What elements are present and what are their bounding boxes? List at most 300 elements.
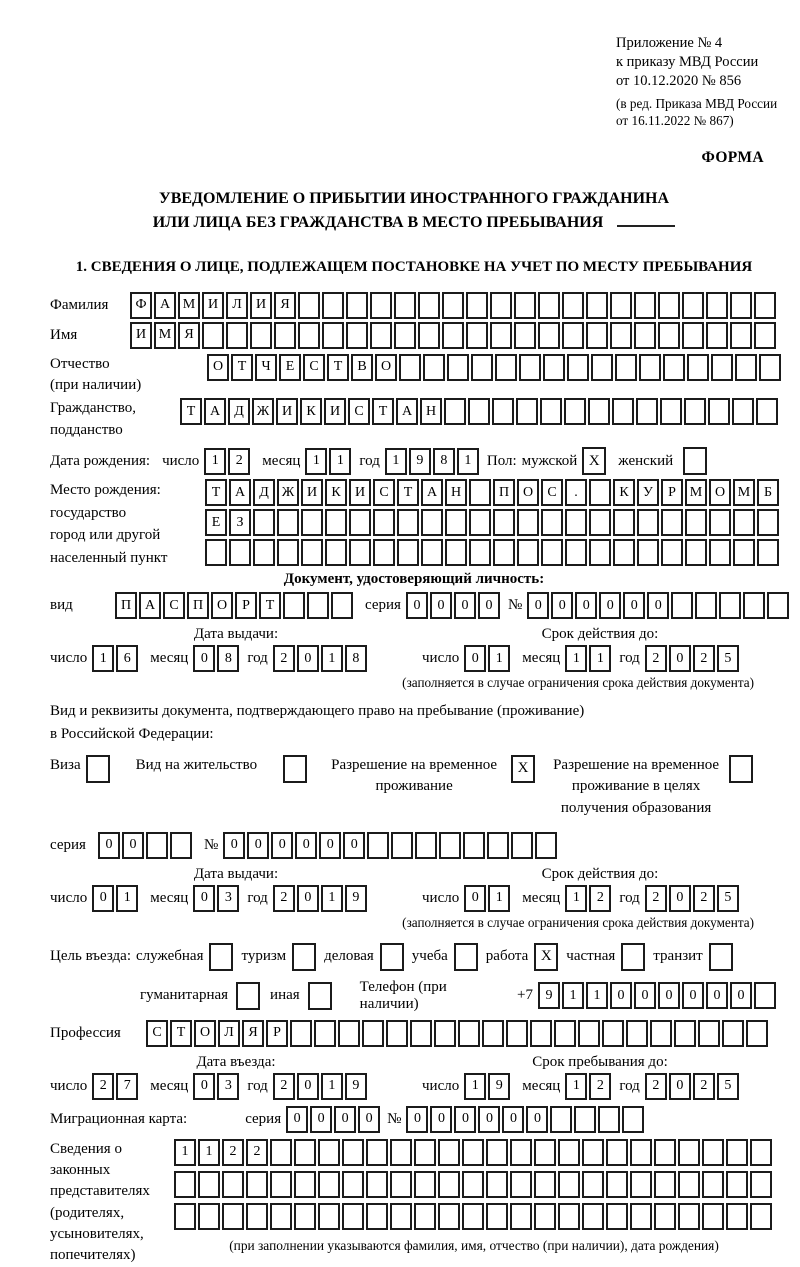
visa-checkbox[interactable] — [86, 755, 110, 783]
char-box[interactable] — [466, 292, 488, 319]
char-box[interactable] — [733, 539, 755, 566]
char-box[interactable] — [682, 292, 704, 319]
char-box[interactable] — [767, 592, 789, 619]
char-box[interactable]: Д — [228, 398, 250, 425]
char-box[interactable]: 8 — [433, 448, 455, 475]
char-box[interactable] — [663, 354, 685, 381]
char-box[interactable]: М — [685, 479, 707, 506]
char-box[interactable]: Р — [661, 479, 683, 506]
char-box[interactable]: 1 — [305, 448, 327, 475]
char-box[interactable] — [562, 292, 584, 319]
char-box[interactable] — [301, 539, 323, 566]
char-box[interactable] — [541, 509, 563, 536]
char-box[interactable]: Н — [420, 398, 442, 425]
char-box[interactable] — [540, 398, 562, 425]
char-box[interactable] — [394, 322, 416, 349]
char-box[interactable]: 1 — [457, 448, 479, 475]
char-box[interactable]: 0 — [295, 832, 317, 859]
char-box[interactable]: А — [229, 479, 251, 506]
char-box[interactable]: 0 — [454, 592, 476, 619]
char-box[interactable] — [202, 322, 224, 349]
char-box[interactable]: 0 — [92, 885, 114, 912]
char-box[interactable] — [490, 322, 512, 349]
char-box[interactable]: С — [146, 1020, 168, 1047]
char-box[interactable] — [709, 539, 731, 566]
char-box[interactable] — [682, 322, 704, 349]
char-box[interactable]: 1 — [174, 1139, 196, 1166]
char-box[interactable] — [445, 539, 467, 566]
char-box[interactable]: 9 — [345, 1073, 367, 1100]
char-box[interactable]: 0 — [454, 1106, 476, 1133]
char-box[interactable] — [535, 832, 557, 859]
char-box[interactable]: Е — [279, 354, 301, 381]
char-box[interactable] — [613, 539, 635, 566]
purpose-work-checkbox[interactable]: X — [534, 943, 558, 971]
purpose-private-checkbox[interactable] — [621, 943, 645, 971]
char-box[interactable] — [671, 592, 693, 619]
char-box[interactable] — [706, 322, 728, 349]
purpose-business-checkbox[interactable] — [380, 943, 404, 971]
char-box[interactable] — [390, 1203, 412, 1230]
char-box[interactable] — [517, 509, 539, 536]
char-box[interactable] — [589, 509, 611, 536]
char-box[interactable] — [418, 322, 440, 349]
char-box[interactable]: 2 — [228, 448, 250, 475]
char-box[interactable]: 3 — [217, 1073, 239, 1100]
char-box[interactable] — [612, 398, 634, 425]
char-box[interactable] — [757, 509, 779, 536]
char-box[interactable] — [730, 322, 752, 349]
char-box[interactable] — [658, 292, 680, 319]
char-box[interactable] — [205, 539, 227, 566]
char-box[interactable] — [754, 982, 776, 1009]
char-box[interactable]: 2 — [92, 1073, 114, 1100]
char-box[interactable] — [226, 322, 248, 349]
char-box[interactable]: А — [396, 398, 418, 425]
char-box[interactable]: Р — [235, 592, 257, 619]
char-box[interactable] — [270, 1139, 292, 1166]
char-box[interactable]: 0 — [610, 982, 632, 1009]
char-box[interactable]: О — [211, 592, 233, 619]
char-box[interactable]: 0 — [319, 832, 341, 859]
char-box[interactable] — [589, 539, 611, 566]
char-box[interactable]: П — [115, 592, 137, 619]
char-box[interactable] — [331, 592, 353, 619]
char-box[interactable] — [318, 1203, 340, 1230]
char-box[interactable]: 0 — [358, 1106, 380, 1133]
char-box[interactable] — [495, 354, 517, 381]
char-box[interactable] — [445, 509, 467, 536]
char-box[interactable]: С — [541, 479, 563, 506]
char-box[interactable] — [564, 398, 586, 425]
purpose-official-checkbox[interactable] — [209, 943, 233, 971]
char-box[interactable]: 2 — [645, 645, 667, 672]
char-box[interactable] — [606, 1203, 628, 1230]
char-box[interactable] — [174, 1203, 196, 1230]
char-box[interactable]: 1 — [92, 645, 114, 672]
char-box[interactable] — [630, 1139, 652, 1166]
char-box[interactable] — [493, 509, 515, 536]
char-box[interactable]: 1 — [321, 885, 343, 912]
char-box[interactable] — [565, 509, 587, 536]
char-box[interactable]: 2 — [246, 1139, 268, 1166]
char-box[interactable] — [444, 398, 466, 425]
char-box[interactable] — [250, 322, 272, 349]
char-box[interactable]: А — [154, 292, 176, 319]
char-box[interactable] — [423, 354, 445, 381]
char-box[interactable]: 0 — [430, 1106, 452, 1133]
char-box[interactable] — [274, 322, 296, 349]
char-box[interactable]: 2 — [589, 1073, 611, 1100]
char-box[interactable] — [373, 539, 395, 566]
char-box[interactable] — [294, 1139, 316, 1166]
char-box[interactable] — [530, 1020, 552, 1047]
char-box[interactable] — [342, 1171, 364, 1198]
char-box[interactable]: 1 — [589, 645, 611, 672]
char-box[interactable] — [630, 1171, 652, 1198]
char-box[interactable] — [421, 509, 443, 536]
char-box[interactable] — [421, 539, 443, 566]
char-box[interactable] — [541, 539, 563, 566]
char-box[interactable]: 0 — [297, 645, 319, 672]
char-box[interactable] — [342, 1139, 364, 1166]
char-box[interactable] — [301, 509, 323, 536]
char-box[interactable] — [637, 539, 659, 566]
char-box[interactable] — [222, 1171, 244, 1198]
char-box[interactable]: 2 — [645, 1073, 667, 1100]
char-box[interactable] — [610, 322, 632, 349]
char-box[interactable] — [543, 354, 565, 381]
char-box[interactable] — [442, 292, 464, 319]
char-box[interactable]: 0 — [98, 832, 120, 859]
char-box[interactable]: И — [301, 479, 323, 506]
char-box[interactable] — [709, 509, 731, 536]
char-box[interactable]: 1 — [329, 448, 351, 475]
char-box[interactable]: 0 — [526, 1106, 548, 1133]
char-box[interactable]: Д — [253, 479, 275, 506]
char-box[interactable] — [660, 398, 682, 425]
char-box[interactable]: 0 — [122, 832, 144, 859]
char-box[interactable] — [277, 509, 299, 536]
char-box[interactable] — [750, 1203, 772, 1230]
char-box[interactable] — [674, 1020, 696, 1047]
char-box[interactable]: С — [303, 354, 325, 381]
char-box[interactable] — [598, 1106, 620, 1133]
char-box[interactable]: 0 — [478, 1106, 500, 1133]
char-box[interactable]: М — [178, 292, 200, 319]
char-box[interactable] — [565, 539, 587, 566]
char-box[interactable] — [602, 1020, 624, 1047]
char-box[interactable]: Т — [231, 354, 253, 381]
purpose-humanitarian-checkbox[interactable] — [236, 982, 260, 1010]
char-box[interactable]: 0 — [669, 1073, 691, 1100]
char-box[interactable]: О — [517, 479, 539, 506]
char-box[interactable] — [511, 832, 533, 859]
char-box[interactable]: 1 — [198, 1139, 220, 1166]
char-box[interactable]: 1 — [385, 448, 407, 475]
char-box[interactable]: 0 — [527, 592, 549, 619]
char-box[interactable] — [582, 1203, 604, 1230]
char-box[interactable] — [639, 354, 661, 381]
char-box[interactable]: 1 — [562, 982, 584, 1009]
char-box[interactable] — [490, 292, 512, 319]
char-box[interactable]: О — [207, 354, 229, 381]
char-box[interactable]: С — [348, 398, 370, 425]
char-box[interactable]: 0 — [464, 885, 486, 912]
char-box[interactable] — [283, 592, 305, 619]
char-box[interactable] — [198, 1171, 220, 1198]
char-box[interactable]: 0 — [682, 982, 704, 1009]
char-box[interactable] — [562, 322, 584, 349]
char-box[interactable] — [730, 292, 752, 319]
char-box[interactable] — [270, 1203, 292, 1230]
char-box[interactable]: 0 — [599, 592, 621, 619]
char-box[interactable]: К — [300, 398, 322, 425]
char-box[interactable] — [349, 539, 371, 566]
char-box[interactable]: 1 — [565, 1073, 587, 1100]
char-box[interactable] — [517, 539, 539, 566]
char-box[interactable] — [366, 1139, 388, 1166]
char-box[interactable] — [486, 1139, 508, 1166]
char-box[interactable] — [534, 1203, 556, 1230]
char-box[interactable] — [322, 292, 344, 319]
char-box[interactable] — [397, 509, 419, 536]
char-box[interactable]: Т — [180, 398, 202, 425]
char-box[interactable]: 0 — [647, 592, 669, 619]
char-box[interactable]: И — [324, 398, 346, 425]
char-box[interactable]: 0 — [575, 592, 597, 619]
char-box[interactable]: 9 — [409, 448, 431, 475]
char-box[interactable] — [418, 292, 440, 319]
char-box[interactable] — [298, 322, 320, 349]
residence-permit-checkbox[interactable] — [283, 755, 307, 783]
char-box[interactable] — [397, 539, 419, 566]
char-box[interactable]: Л — [226, 292, 248, 319]
char-box[interactable]: О — [194, 1020, 216, 1047]
char-box[interactable] — [346, 322, 368, 349]
char-box[interactable]: 6 — [116, 645, 138, 672]
char-box[interactable]: Ж — [277, 479, 299, 506]
char-box[interactable] — [410, 1020, 432, 1047]
char-box[interactable] — [582, 1139, 604, 1166]
char-box[interactable] — [487, 832, 509, 859]
char-box[interactable] — [366, 1203, 388, 1230]
char-box[interactable]: Т — [205, 479, 227, 506]
char-box[interactable]: 0 — [551, 592, 573, 619]
char-box[interactable] — [606, 1171, 628, 1198]
char-box[interactable] — [367, 832, 389, 859]
char-box[interactable]: 2 — [273, 1073, 295, 1100]
char-box[interactable] — [506, 1020, 528, 1047]
char-box[interactable]: Я — [242, 1020, 264, 1047]
char-box[interactable] — [534, 1139, 556, 1166]
char-box[interactable]: 0 — [634, 982, 656, 1009]
char-box[interactable] — [622, 1106, 644, 1133]
char-box[interactable] — [636, 398, 658, 425]
char-box[interactable]: 1 — [488, 885, 510, 912]
char-box[interactable] — [439, 832, 461, 859]
char-box[interactable] — [270, 1171, 292, 1198]
char-box[interactable] — [698, 1020, 720, 1047]
char-box[interactable] — [246, 1203, 268, 1230]
char-box[interactable] — [558, 1171, 580, 1198]
char-box[interactable]: 0 — [730, 982, 752, 1009]
char-box[interactable] — [661, 509, 683, 536]
char-box[interactable]: В — [351, 354, 373, 381]
char-box[interactable] — [591, 354, 613, 381]
char-box[interactable] — [463, 832, 485, 859]
char-box[interactable]: Е — [205, 509, 227, 536]
char-box[interactable] — [414, 1139, 436, 1166]
char-box[interactable] — [486, 1171, 508, 1198]
char-box[interactable] — [170, 832, 192, 859]
char-box[interactable] — [198, 1203, 220, 1230]
char-box[interactable]: 0 — [334, 1106, 356, 1133]
char-box[interactable]: 0 — [286, 1106, 308, 1133]
char-box[interactable]: 0 — [223, 832, 245, 859]
char-box[interactable] — [294, 1203, 316, 1230]
char-box[interactable]: 5 — [717, 1073, 739, 1100]
char-box[interactable]: 2 — [222, 1139, 244, 1166]
char-box[interactable]: К — [325, 479, 347, 506]
char-box[interactable]: 1 — [488, 645, 510, 672]
char-box[interactable] — [534, 1171, 556, 1198]
char-box[interactable]: 0 — [406, 592, 428, 619]
char-box[interactable]: 0 — [343, 832, 365, 859]
char-box[interactable] — [447, 354, 469, 381]
char-box[interactable] — [462, 1139, 484, 1166]
char-box[interactable] — [661, 539, 683, 566]
purpose-study-checkbox[interactable] — [454, 943, 478, 971]
char-box[interactable]: Я — [178, 322, 200, 349]
char-box[interactable]: П — [493, 479, 515, 506]
char-box[interactable] — [759, 354, 781, 381]
char-box[interactable] — [678, 1171, 700, 1198]
char-box[interactable]: И — [202, 292, 224, 319]
char-box[interactable]: 1 — [116, 885, 138, 912]
char-box[interactable]: 0 — [658, 982, 680, 1009]
char-box[interactable] — [174, 1171, 196, 1198]
char-box[interactable]: 0 — [193, 885, 215, 912]
char-box[interactable]: 0 — [464, 645, 486, 672]
char-box[interactable] — [650, 1020, 672, 1047]
char-box[interactable] — [757, 539, 779, 566]
char-box[interactable] — [438, 1171, 460, 1198]
char-box[interactable] — [229, 539, 251, 566]
char-box[interactable] — [684, 398, 706, 425]
char-box[interactable]: Ф — [130, 292, 152, 319]
char-box[interactable] — [615, 354, 637, 381]
char-box[interactable] — [514, 322, 536, 349]
char-box[interactable]: 0 — [193, 1073, 215, 1100]
char-box[interactable]: Т — [170, 1020, 192, 1047]
char-box[interactable] — [519, 354, 541, 381]
char-box[interactable]: О — [709, 479, 731, 506]
char-box[interactable] — [492, 398, 514, 425]
char-box[interactable]: 0 — [406, 1106, 428, 1133]
char-box[interactable] — [290, 1020, 312, 1047]
char-box[interactable] — [462, 1171, 484, 1198]
char-box[interactable] — [146, 832, 168, 859]
char-box[interactable] — [678, 1139, 700, 1166]
purpose-tourism-checkbox[interactable] — [292, 943, 316, 971]
char-box[interactable] — [702, 1171, 724, 1198]
char-box[interactable]: Ж — [252, 398, 274, 425]
char-box[interactable]: 7 — [116, 1073, 138, 1100]
char-box[interactable] — [277, 539, 299, 566]
char-box[interactable] — [695, 592, 717, 619]
char-box[interactable] — [399, 354, 421, 381]
char-box[interactable]: 0 — [310, 1106, 332, 1133]
edu-residence-checkbox[interactable] — [729, 755, 753, 783]
char-box[interactable] — [558, 1139, 580, 1166]
char-box[interactable]: 0 — [669, 645, 691, 672]
char-box[interactable] — [314, 1020, 336, 1047]
char-box[interactable] — [722, 1020, 744, 1047]
char-box[interactable] — [325, 509, 347, 536]
char-box[interactable] — [726, 1171, 748, 1198]
char-box[interactable] — [294, 1171, 316, 1198]
char-box[interactable]: 1 — [565, 645, 587, 672]
char-box[interactable] — [222, 1203, 244, 1230]
char-box[interactable]: 9 — [488, 1073, 510, 1100]
char-box[interactable] — [743, 592, 765, 619]
char-box[interactable]: 0 — [706, 982, 728, 1009]
char-box[interactable]: 1 — [321, 645, 343, 672]
char-box[interactable]: 0 — [297, 1073, 319, 1100]
char-box[interactable]: Я — [274, 292, 296, 319]
char-box[interactable] — [754, 292, 776, 319]
char-box[interactable] — [434, 1020, 456, 1047]
char-box[interactable] — [634, 292, 656, 319]
char-box[interactable]: 0 — [430, 592, 452, 619]
char-box[interactable] — [468, 398, 490, 425]
char-box[interactable] — [253, 509, 275, 536]
char-box[interactable] — [586, 292, 608, 319]
char-box[interactable]: 8 — [345, 645, 367, 672]
char-box[interactable] — [630, 1203, 652, 1230]
char-box[interactable] — [322, 322, 344, 349]
char-box[interactable]: 0 — [247, 832, 269, 859]
char-box[interactable]: М — [154, 322, 176, 349]
char-box[interactable] — [370, 322, 392, 349]
char-box[interactable] — [482, 1020, 504, 1047]
char-box[interactable]: И — [130, 322, 152, 349]
char-box[interactable]: Р — [266, 1020, 288, 1047]
char-box[interactable] — [373, 509, 395, 536]
char-box[interactable] — [362, 1020, 384, 1047]
char-box[interactable]: С — [373, 479, 395, 506]
char-box[interactable] — [346, 292, 368, 319]
char-box[interactable] — [719, 592, 741, 619]
char-box[interactable] — [438, 1139, 460, 1166]
char-box[interactable] — [658, 322, 680, 349]
char-box[interactable] — [394, 292, 416, 319]
char-box[interactable] — [685, 509, 707, 536]
char-box[interactable] — [462, 1203, 484, 1230]
char-box[interactable] — [708, 398, 730, 425]
char-box[interactable] — [550, 1106, 572, 1133]
char-box[interactable] — [654, 1203, 676, 1230]
char-box[interactable]: 5 — [717, 885, 739, 912]
char-box[interactable] — [750, 1171, 772, 1198]
gender-male-checkbox[interactable]: X — [582, 447, 606, 475]
char-box[interactable]: А — [421, 479, 443, 506]
char-box[interactable] — [469, 509, 491, 536]
char-box[interactable]: У — [637, 479, 659, 506]
char-box[interactable]: 3 — [217, 885, 239, 912]
char-box[interactable]: 1 — [586, 982, 608, 1009]
